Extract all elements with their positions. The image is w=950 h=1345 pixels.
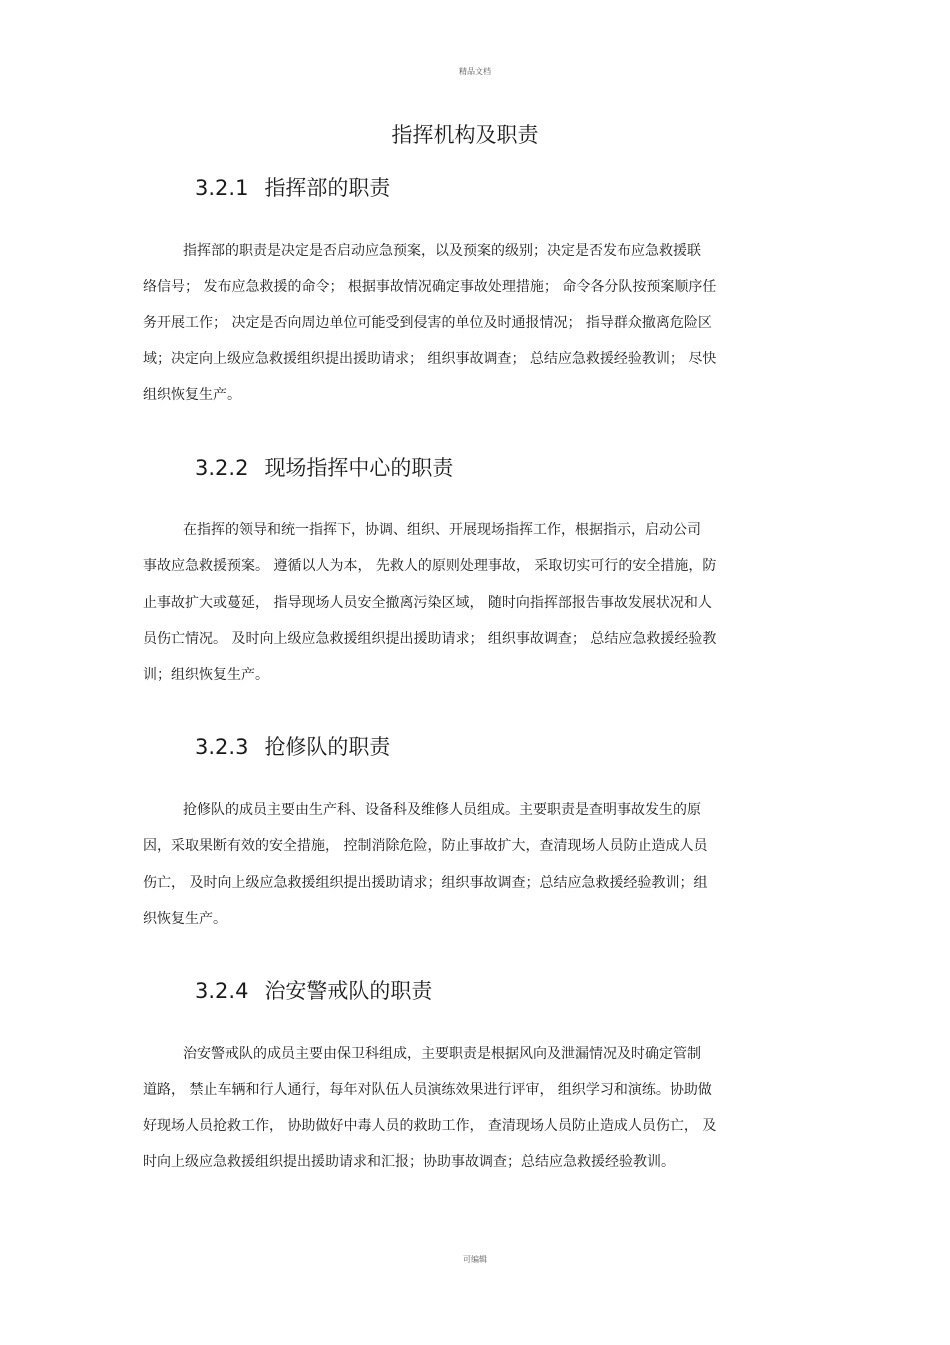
section-title: 现场指挥中心的职责 xyxy=(264,456,454,480)
section-number: 3.2.3 xyxy=(195,735,249,759)
paragraph-line: 时向上级应急救援组织提出援助请求和汇报；协助事故调查；总结应急救援经验教训。 xyxy=(143,1154,675,1170)
footer-note: 可编辑 xyxy=(463,1255,487,1264)
paragraph-line: 织恢复生产。 xyxy=(143,911,227,927)
paragraph-line: 务开展工作； 决定是否向周边单位可能受到侵害的单位及时通报情况； 指导群众撤离危险区 xyxy=(143,315,712,331)
section-heading-3-2-2 xyxy=(195,452,453,482)
header-note: 精品文档 xyxy=(459,67,491,76)
paragraph-line: 事故应急救援预案。 遵循以人为本， 先救人的原则处理事故， 采取切实可行的安全措施，防 xyxy=(143,558,717,574)
section-heading-3-2-3 xyxy=(195,731,390,761)
section-heading-3-2-4 xyxy=(195,975,432,1005)
section-heading-3-2-1 xyxy=(195,172,390,202)
document-title: 指挥机构及职责 xyxy=(391,123,539,147)
paragraph-line: 员伤亡情况。 及时向上级应急救援组织提出援助请求； 组织事故调查； 总结应急救援经验教 xyxy=(143,631,717,647)
section-title: 指挥部的职责 xyxy=(264,176,391,200)
paragraph-line: 训；组织恢复生产。 xyxy=(143,667,269,683)
paragraph-line: 止事故扩大或蔓延， 指导现场人员安全撤离污染区域， 随时向指挥部报告事故发展状况和人 xyxy=(143,595,712,611)
section-number: 3.2.1 xyxy=(195,176,249,200)
paragraph-line: 指挥部的职责是决定是否启动应急预案，以及预案的级别；决定是否发布应急救援联 xyxy=(183,243,701,259)
paragraph-line: 组织恢复生产。 xyxy=(143,387,241,403)
section-title: 抢修队的职责 xyxy=(264,735,391,759)
paragraph-line: 域；决定向上级应急救援组织提出援助请求； 组织事故调查； 总结应急救援经验教训； 尽快 xyxy=(143,351,717,367)
paragraph-line: 伤亡， 及时向上级应急救援组织提出援助请求；组织事故调查；总结应急救援经验教训；组 xyxy=(143,875,708,891)
section-number: 3.2.2 xyxy=(195,456,249,480)
paragraph-line: 因，采取果断有效的安全措施， 控制消除危险，防止事故扩大，查清现场人员防止造成人员 xyxy=(143,838,708,854)
section-number: 3.2.4 xyxy=(195,979,249,1003)
paragraph-line: 好现场人员抢救工作， 协助做好中毒人员的救助工作， 查清现场人员防止造成人员伤亡， 及 xyxy=(143,1118,717,1134)
paragraph-line: 络信号； 发布应急救援的命令； 根据事故情况确定事故处理措施； 命令各分队按预案顺序任 xyxy=(143,279,717,295)
paragraph-line: 抢修队的成员主要由生产科、设备科及维修人员组成。主要职责是查明事故发生的原 xyxy=(183,802,701,818)
paragraph-line: 在指挥的领导和统一指挥下，协调、组织、开展现场指挥工作，根据指示，启动公司 xyxy=(183,522,701,538)
section-title: 治安警戒队的职责 xyxy=(264,979,433,1003)
paragraph-line: 道路， 禁止车辆和行人通行，每年对队伍人员演练效果进行评审， 组织学习和演练。协助做 xyxy=(143,1082,712,1098)
paragraph-line: 治安警戒队的成员主要由保卫科组成，主要职责是根据风向及泄漏情况及时确定管制 xyxy=(183,1046,701,1062)
